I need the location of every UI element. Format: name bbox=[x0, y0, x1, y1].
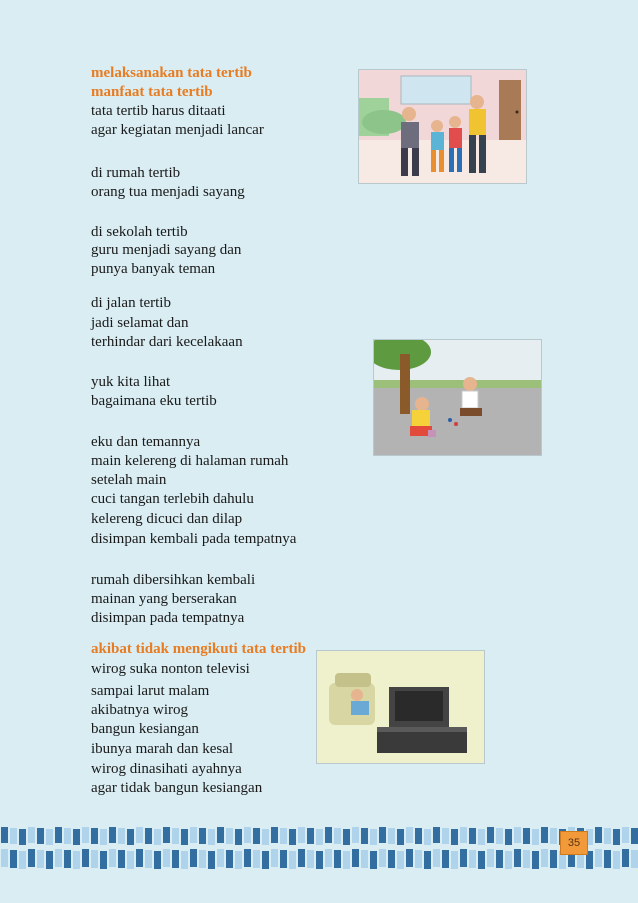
text-line: jadi selamat dan bbox=[91, 315, 189, 331]
decorative-border-top bbox=[0, 826, 638, 846]
text-line: bagaimana eku tertib bbox=[91, 393, 217, 409]
text-line: main kelereng di halaman rumah bbox=[91, 453, 289, 469]
heading-manfaat: manfaat tata tertib bbox=[91, 84, 213, 100]
text-line: mainan yang berserakan bbox=[91, 591, 237, 607]
marbles-illustration bbox=[373, 339, 542, 456]
text-line: agar tidak bangun kesiangan bbox=[91, 780, 263, 796]
text-line: di rumah tertib bbox=[91, 165, 181, 181]
text-line: terhindar dari kecelakaan bbox=[91, 334, 243, 350]
text-line: ibunya marah dan kesal bbox=[91, 741, 234, 757]
text-line: punya banyak teman bbox=[91, 261, 216, 277]
text-line: di sekolah tertib bbox=[91, 224, 188, 240]
text-line: agar kegiatan menjadi lancar bbox=[91, 122, 264, 138]
text-line: disimpan kembali pada tempatnya bbox=[91, 531, 297, 547]
text-line: yuk kita lihat bbox=[91, 374, 171, 390]
text-line: tata tertib harus ditaati bbox=[91, 103, 226, 119]
text-line: wirog suka nonton televisi bbox=[91, 661, 250, 677]
text-line: disimpan pada tempatnya bbox=[91, 610, 245, 626]
text-line: akibatnya wirog bbox=[91, 702, 189, 718]
text-line: rumah dibersihkan kembali bbox=[91, 572, 256, 588]
text-line: kelereng dicuci dan dilap bbox=[91, 511, 243, 527]
text-line: eku dan temannya bbox=[91, 434, 201, 450]
text-line: cuci tangan terlebih dahulu bbox=[91, 491, 254, 507]
text-line: di jalan tertib bbox=[91, 295, 171, 311]
heading-melaksanakan: melaksanakan tata tertib bbox=[91, 65, 252, 81]
heading-akibat: akibat tidak mengikuti tata tertib bbox=[91, 641, 307, 657]
text-line: sampai larut malam bbox=[91, 683, 210, 699]
page-number: 35 bbox=[560, 831, 588, 855]
text-line: wirog dinasihati ayahnya bbox=[91, 761, 242, 777]
text-line: bangun kesiangan bbox=[91, 721, 199, 737]
text-line: setelah main bbox=[91, 472, 167, 488]
text-line: orang tua menjadi sayang bbox=[91, 184, 245, 200]
text-line: guru menjadi sayang dan bbox=[91, 242, 242, 258]
family-illustration bbox=[358, 69, 527, 184]
television-illustration bbox=[316, 650, 485, 764]
decorative-border-bottom bbox=[0, 848, 638, 870]
